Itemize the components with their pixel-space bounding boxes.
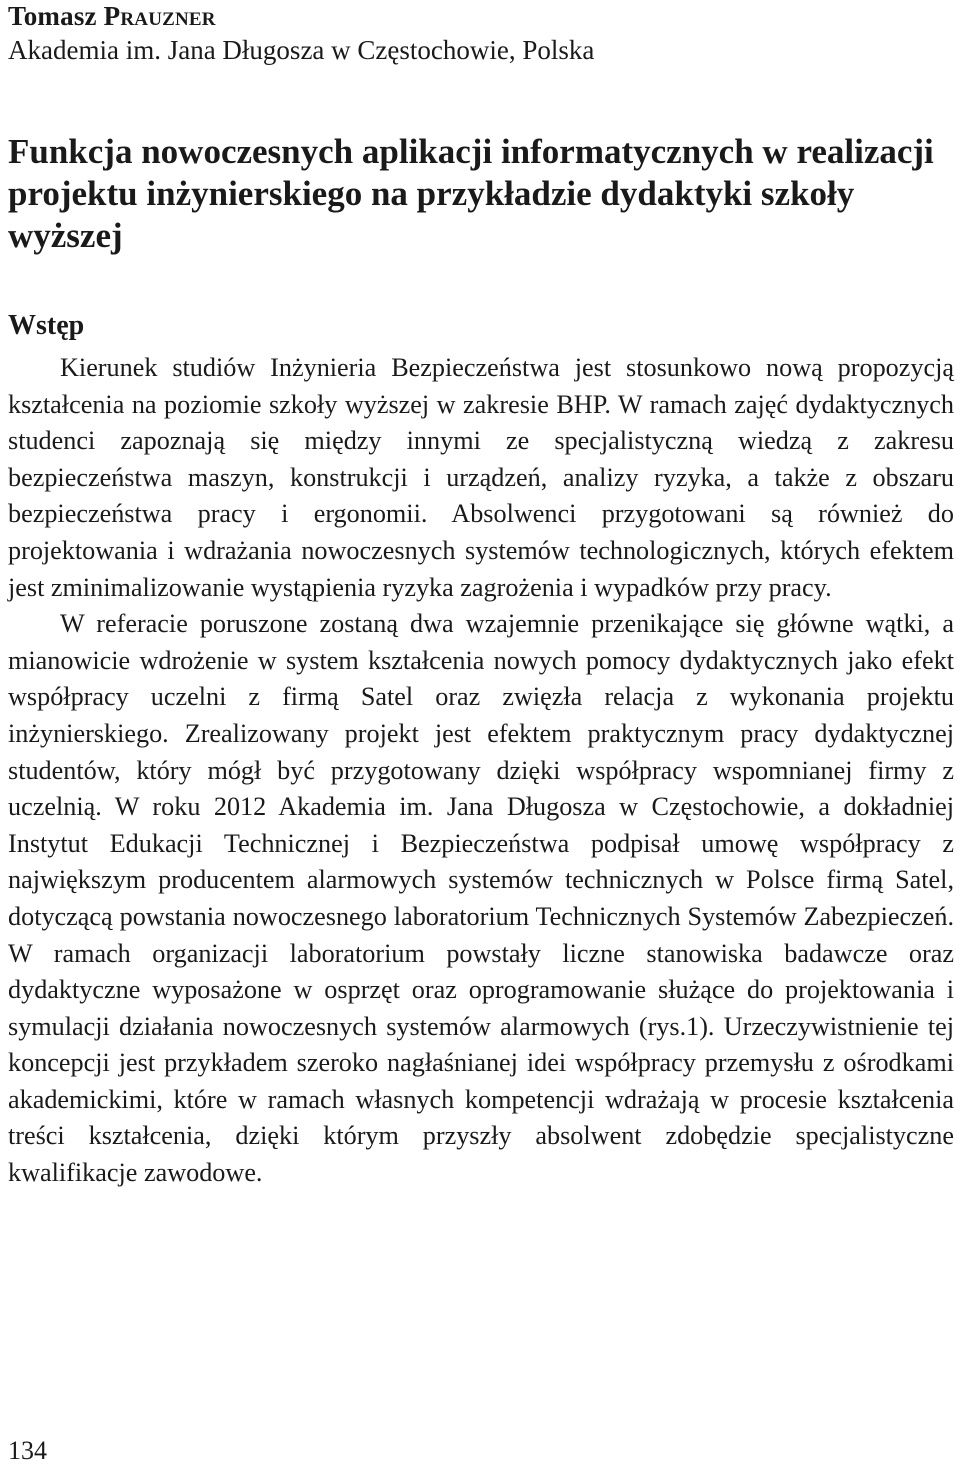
article-title: Funkcja nowoczesnych aplikacji informatycznych w realizacji projektu inżynierskiego na przykładzie dydaktyki szkoły wyższej <box>8 132 934 255</box>
paragraph-2: W referacie poruszone zostaną dwa wzajemnie przenikające się główne wątki, a mianowicie wdrożenie w system kształcenia nowych pomocy dydaktycznych jako efekt współpracy uczelni z firmą Satel oraz zwięzła relacja z wykonania projektu inżynierskiego. Zrealizowany projekt jest efektem praktycznym pracy dydaktycznej studentów, który mógł być przygotowany dzięki współpracy wspomnianej firmy z uczelnią. W roku 2012 Akademia im. Jana Długosza w Częstochowie, a dokładniej Instytut Edukacji Technicznej i Bezpieczeństwa podpisał umowę współpracy z największym producentem alarmowych systemów technicznych w Polsce firmą Satel, dotyczącą powstania nowoczesnego laboratorium Technicznych Systemów Zabezpieczeń. W ramach organizacji laboratorium powstały liczne stanowiska badawcze oraz dydaktyczne wyposażone w osprzęt oraz oprogramowanie służące do projektowania i symulacji działania nowoczesnych systemów alarmowych (rys.1). Urzeczywistnienie tej koncepcji jest przykładem szeroko nagłaśnianej idei współpracy przemysłu z ośrodkami akademickimi, które w ramach własnych kompetencji wdrażają w procesie kształcenia treści kształcenia, dzięki którym przyszły absolwent zdobędzie specjalistyczne kwalifikacje zawodowe. <box>8 609 954 1188</box>
article-body <box>8 350 954 1192</box>
page-number: 134 <box>8 1436 47 1465</box>
paragraph-1: Kierunek studiów Inżynieria Bezpieczeństwa jest stosunkowo nową propozycją kształcenia na poziomie szkoły wyższej w zakresie BHP. W ramach zajęć dydaktycznych studenci zapoznają się między innymi ze specjalistyczną wiedzą z zakresu bezpieczeństwa maszyn, konstrukcji i urządzeń, analizy ryzyka, a także z obszaru bezpieczeństwa pracy i ergonomii. Absolwenci przygotowani są również do projektowania i wdrażania nowoczesnych systemów technologicznych, których efektem jest zminimalizowanie wystąpienia ryzyka zagrożenia i wypadków przy pracy. <box>8 353 954 602</box>
author-first-name: Tomasz <box>8 1 104 31</box>
author-name <box>8 0 216 32</box>
author-affiliation: Akademia im. Jana Długosza w Częstochowie, Polska <box>8 35 595 65</box>
author-last-name: Prauzner <box>103 1 216 31</box>
section-heading: Wstęp <box>8 310 85 341</box>
